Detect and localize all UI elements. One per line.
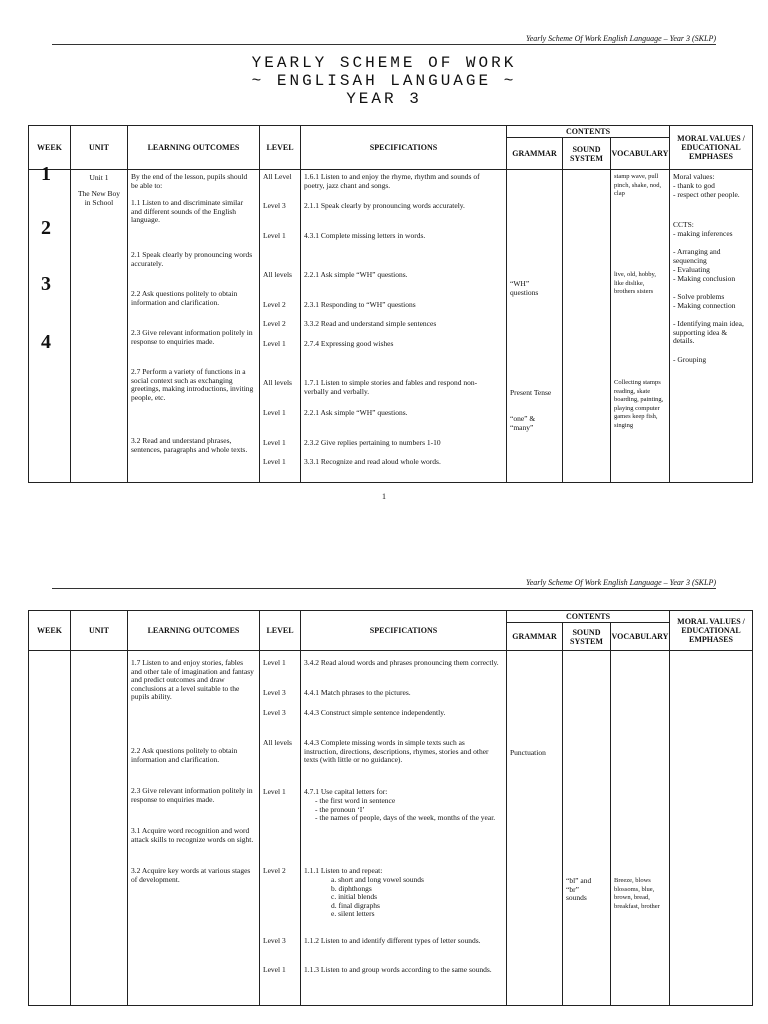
unit-title: The New Boy in School: [77, 189, 121, 207]
spec-item: 1.1.2 Listen to and identify different types of letter sounds.: [304, 936, 481, 945]
col-contents: CONTENTS: [507, 126, 670, 138]
ccts-text: Arranging and sequencing: [673, 247, 721, 265]
spec-item: 1.1.3 Listen to and group words according to the same sounds.: [304, 965, 492, 974]
col-moral: MORAL VALUES / EDUCATIONAL EMPHASES: [670, 611, 753, 651]
unit-cell: [71, 651, 127, 1005]
outcome-item: 1.1 Listen to and discriminate similar and different sounds of the English language.: [131, 198, 244, 225]
capitals-item: - the pronoun ‘I’: [315, 804, 365, 814]
ccts-item: - Making conclusion: [673, 274, 736, 283]
level-label: Level 1: [263, 339, 286, 348]
outcome-item: 2.2 Ask questions politely to obtain information and clarification.: [131, 289, 238, 307]
sound-cell: [563, 170, 610, 482]
grammar-item: Punctuation: [510, 748, 546, 757]
capitals-item: - the names of people, days of the week, months of the year.: [315, 813, 496, 823]
level-label: All levels: [263, 270, 292, 279]
col-unit: UNIT: [71, 611, 128, 651]
level-label: Level 3: [263, 708, 286, 717]
spec-item: 1.1.1 Listen to and repeat:: [304, 866, 383, 875]
scheme-table-page1: [28, 125, 753, 483]
outcome-item: 2.3 Give relevant information politely in response to enquiries made.: [131, 786, 253, 804]
spec-item: 2.3.1 Responding to “WH” questions: [304, 300, 416, 309]
col-outcomes: LEARNING OUTCOMES: [128, 611, 260, 651]
ccts-item: - Solve problems: [673, 292, 725, 301]
level-label: All levels: [263, 378, 292, 387]
capitals-list: [315, 797, 500, 823]
repeat-item: b. diphthongs: [331, 883, 372, 893]
spec-item: 2.2.1 Ask simple “WH” questions.: [304, 408, 408, 417]
col-grammar: GRAMMAR: [507, 623, 563, 651]
level-label: Level 1: [263, 231, 286, 240]
document-title: [0, 54, 768, 108]
page-number: 1: [382, 492, 386, 501]
ccts-item: - Identifying main idea, supporting idea & details.: [673, 319, 744, 346]
title-line: YEARLY SCHEME OF WORK: [251, 54, 517, 72]
spec-item: 1.6.1 Listen to and enjoy the rhyme, rhythm and sounds of poetry, jazz chant and songs.: [304, 172, 480, 190]
level-label: All Level: [263, 172, 292, 181]
repeat-item: a. short and long vowel sounds: [331, 875, 424, 884]
running-header: Yearly Scheme Of Work English Language – Year 3 (SKLP): [526, 578, 716, 587]
grammar-cell: [507, 170, 562, 482]
outcome-item: 2.3 Give relevant information politely in response to enquiries made.: [131, 328, 253, 346]
spec-item: 4.4.3 Construct simple sentence independently.: [304, 708, 446, 717]
grammar-item: “WH” questions: [510, 279, 539, 297]
col-week: WEEK: [29, 611, 71, 651]
level-label: Level 1: [263, 965, 286, 974]
level-label: Level 1: [263, 438, 286, 447]
spec-item: 4.4.1 Match phrases to the pictures.: [304, 688, 411, 697]
repeat-item: e. silent letters: [331, 909, 375, 919]
ccts-text: Making conclusion: [677, 274, 736, 283]
level-cell: [260, 170, 300, 482]
outcome-item: 2.1 Speak clearly by pronouncing words accurately.: [131, 250, 253, 268]
header-rule: [52, 44, 716, 45]
level-label: Level 1: [263, 408, 286, 417]
week-cell: [29, 651, 70, 1005]
ccts-item: - Grouping: [673, 355, 707, 364]
spec-item: 2.7.4 Expressing good wishes: [304, 339, 394, 348]
ccts-text: Solve problems: [677, 292, 725, 301]
col-outcomes: LEARNING OUTCOMES: [128, 126, 260, 170]
ccts-text: Grouping: [677, 355, 707, 364]
specifications-cell: [301, 170, 506, 482]
level-label: Level 1: [263, 457, 286, 466]
outcome-item: 2.7 Perform a variety of functions in a social context such as exchanging greetings, making introductions, inviting people, etc.: [131, 367, 254, 402]
title-line: YEAR 3: [346, 90, 422, 108]
ccts-item: - Arranging and sequencing: [673, 247, 721, 265]
ccts-text: making inferences: [677, 229, 733, 238]
grammar-item: Present Tense: [510, 388, 552, 397]
vocabulary-item: Breeze, blows blossoms, blue, brown, bread, breakfast, brother: [614, 877, 660, 910]
vocabulary-cell: [611, 170, 669, 482]
grammar-cell: [507, 651, 562, 1005]
level-label: Level 2: [263, 300, 286, 309]
col-moral: MORAL VALUES / EDUCATIONAL EMPHASES: [670, 126, 753, 170]
moral-intro: Moral values:: [673, 172, 715, 181]
col-sound: SOUND SYSTEM: [563, 623, 611, 651]
capitals-item: - the first word in sentence: [315, 796, 396, 805]
vocabulary-item: live, old, hobby, like dislike, brothers sisters: [614, 271, 657, 296]
outcome-item: 3.1 Acquire word recognition and word attack skills to recognize words on sight.: [131, 826, 254, 844]
moral-cell: [670, 170, 752, 482]
ccts-text: Identifying main idea, supporting idea & details.: [673, 319, 744, 346]
spec-item: 4.3.1 Complete missing letters in words.: [304, 231, 426, 240]
col-specifications: SPECIFICATIONS: [301, 126, 507, 170]
col-unit: UNIT: [71, 126, 128, 170]
scheme-table-page2: [28, 610, 753, 1006]
spec-item: 3.4.2 Read aloud words and phrases pronouncing them correctly.: [304, 658, 499, 667]
col-level: LEVEL: [260, 126, 301, 170]
level-label: Level 2: [263, 319, 286, 328]
week-number: 3: [41, 273, 51, 295]
level-label: Level 2: [263, 866, 286, 875]
repeat-item: d. final digraphs: [331, 900, 380, 910]
spec-item: 2.2.1 Ask simple “WH” questions.: [304, 270, 408, 279]
week-number: 4: [41, 331, 51, 353]
col-specifications: SPECIFICATIONS: [301, 611, 507, 651]
ccts-item: - making inferences: [673, 229, 733, 238]
week-cell: [29, 163, 70, 482]
outcome-item: 3.2 Acquire key words at various stages of development.: [131, 866, 251, 884]
moral-cell: [670, 651, 752, 1005]
col-vocabulary: VOCABULARY: [611, 623, 670, 651]
spec-item: 3.3.1 Recognize and read aloud whole words.: [304, 457, 441, 466]
week-number: 2: [41, 217, 51, 239]
unit-cell: [71, 170, 127, 482]
spec-item: 1.7.1 Listen to simple stories and fables and respond non-verbally and verbally.: [304, 378, 478, 396]
col-week: WEEK: [29, 126, 71, 170]
ccts-text: Evaluating: [677, 265, 710, 274]
grammar-item: “one” & “many”: [510, 414, 536, 432]
ccts-text: Making connection: [677, 301, 736, 310]
spec-item: 2.3.2 Give replies pertaining to numbers 1-10: [304, 438, 441, 447]
vocabulary-item: stamp wave, pull pinch, shake, nod, clap: [614, 173, 662, 198]
running-header: Yearly Scheme Of Work English Language – Year 3 (SKLP): [526, 34, 716, 43]
outcomes-intro: By the end of the lesson, pupils should be able to:: [131, 172, 248, 190]
level-label: Level 3: [263, 688, 286, 697]
spec-item: 2.1.1 Speak clearly by pronouncing words accurately.: [304, 201, 465, 210]
repeat-item: c. initial blends: [331, 892, 378, 902]
outcomes-cell: [128, 170, 259, 482]
moral-item: - respect other people.: [673, 190, 740, 199]
col-level: LEVEL: [260, 611, 301, 651]
unit-name: Unit 1: [89, 173, 109, 182]
level-label: Level 1: [263, 658, 286, 667]
spec-item: 4.7.1 Use capital letters for:: [304, 787, 388, 796]
level-cell: [260, 651, 300, 1005]
col-contents: CONTENTS: [507, 611, 670, 623]
level-label: Level 3: [263, 936, 286, 945]
ccts-item: - Evaluating: [673, 265, 710, 274]
sound-item: “bl” and “br” sounds: [566, 876, 592, 903]
level-label: All levels: [263, 738, 292, 747]
vocabulary-cell: [611, 651, 669, 1005]
outcome-item: 1.7 Listen to and enjoy stories, fables and other tale of imagination and fantasy and predict outcomes and draw conclusions at a level suitable to the pupils ability.: [131, 658, 254, 702]
moral-text: thank to god: [677, 181, 715, 190]
moral-item: - thank to god: [673, 181, 715, 190]
col-vocabulary: VOCABULARY: [611, 138, 670, 170]
spec-item: 3.3.2 Read and understand simple sentences: [304, 319, 437, 328]
specifications-cell: [301, 651, 506, 1005]
week-number: 1: [41, 163, 51, 185]
col-sound: SOUND SYSTEM: [563, 138, 611, 170]
spec-item: 4.4.3 Complete missing words in simple texts such as instruction, directions, descriptions, rhymes, stories and other texts (with little or no guidance).: [304, 738, 489, 765]
outcome-item: 3.2 Read and understand phrases, sentences, paragraphs and whole texts.: [131, 436, 248, 454]
repeat-list: [331, 876, 500, 919]
moral-text: respect other people.: [677, 190, 740, 199]
level-label: Level 3: [263, 201, 286, 210]
ccts-item: - Making connection: [673, 301, 736, 310]
col-grammar: GRAMMAR: [507, 138, 563, 170]
ccts-title: CCTS:: [673, 220, 694, 229]
vocabulary-item: Collecting stamps reading, skate boarding, painting, playing computer games keep fish, singing: [614, 379, 664, 429]
level-label: Level 1: [263, 787, 286, 796]
title-line: ~ ENGLISAH LANGUAGE ~: [251, 72, 517, 90]
header-rule: [52, 588, 716, 589]
outcome-item: 2.2 Ask questions politely to obtain information and clarification.: [131, 746, 238, 764]
outcomes-cell: [128, 651, 259, 1005]
sound-cell: [563, 651, 610, 1005]
